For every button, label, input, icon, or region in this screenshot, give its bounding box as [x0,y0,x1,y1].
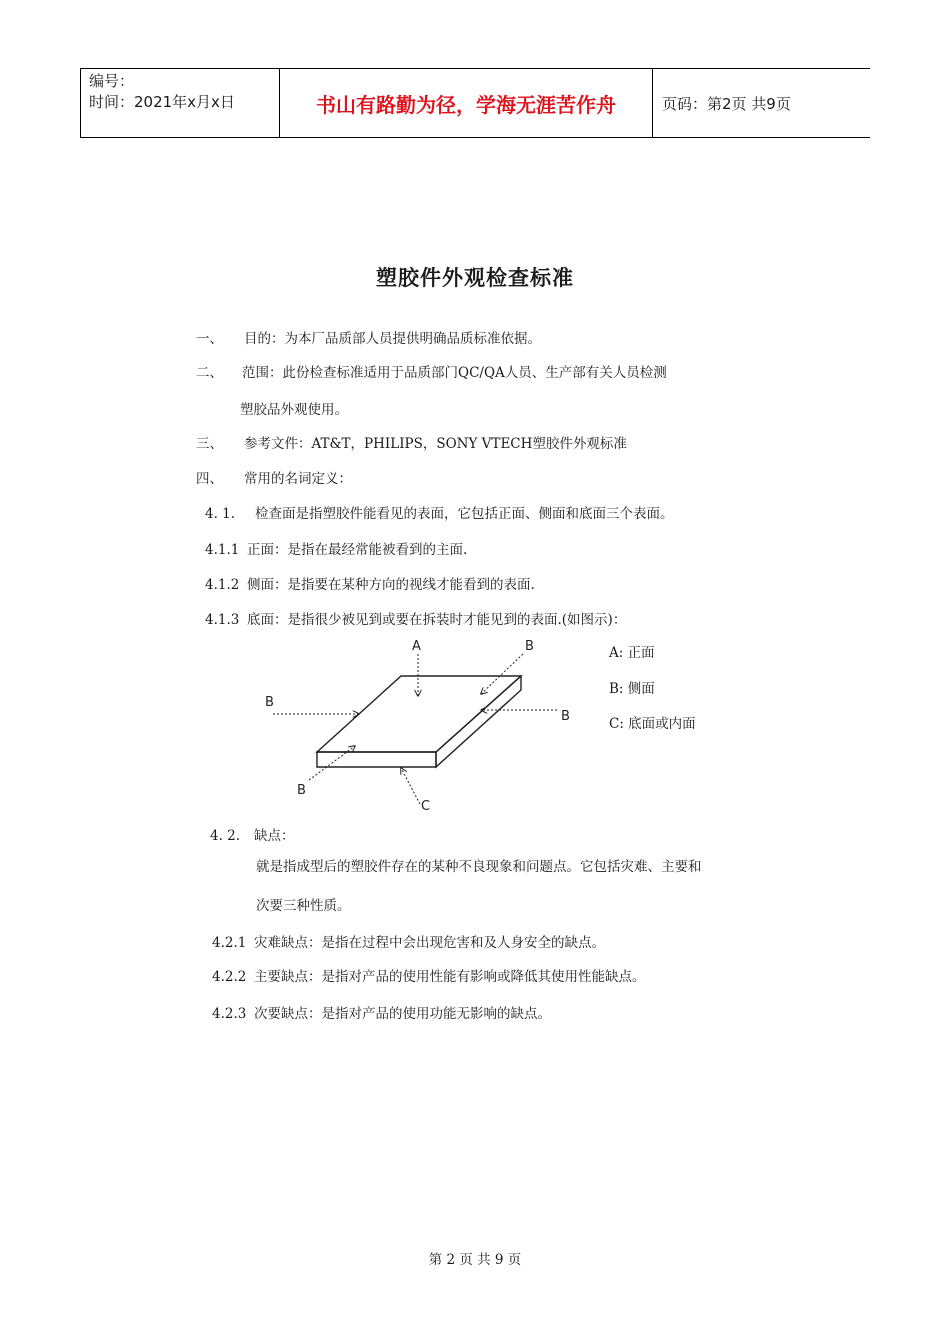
arrow-b-bottom [309,746,355,780]
section-text: 缺点： [254,828,295,844]
section-num: 一、 [196,331,223,347]
section-text: 灾难缺点：是指在过程中会出现危害和及人身安全的缺点。 [254,935,605,951]
section-text: 检查面是指塑胶件能看见的表面，它包括正面、侧面和底面三个表面。 [255,506,674,522]
section-4-1-3 [205,608,626,628]
page-footer: 第 2 页 共 9 页 [428,1252,522,1268]
section-text: 正面：是指在最经常能被看到的主面. [247,542,468,558]
header-table [80,68,870,138]
section-num: 4.1.3 [205,612,240,628]
section-4-1-1 [205,538,467,558]
slab-front-face [317,752,436,767]
section-num: 4.1.2 [205,577,240,593]
diagram-label-b-top: B [525,639,534,654]
section-num: 三、 [196,436,223,452]
legend-b: B: 侧面 [609,681,655,697]
diagram-label-b-bottom: B [297,783,306,798]
section-num: 4.2.3 [212,1006,247,1022]
section-num: 二、 [196,365,223,381]
section-text: 就是指成型后的塑胶件存在的某种不良现象和问题点。它包括灾难、主要和 [256,859,702,875]
inspection-surface-diagram [255,632,595,822]
section-text: 塑胶品外观使用。 [240,402,348,418]
header-page-label: 页码：第2页 共9页 [662,94,791,113]
defects-desc-1 [256,855,702,875]
section-text: 底面：是指很少被见到或要在拆装时才能见到的表面.(如图示)： [247,612,627,628]
section-num: 4.2.1 [212,935,247,951]
date-label: 时间：2021年x月x日 [89,93,235,111]
arrow-c [401,768,420,804]
defect-minor [212,1002,551,1022]
section-num: 四、 [196,471,223,487]
section-text: 参考文件：AT&T，PHILIPS，SONY VTECH塑胶件外观标准 [244,436,627,452]
section-4 [196,467,352,487]
section-text: 范围：此份检查标准适用于品质部门QC/QA人员、生产部有关人员检测 [242,365,667,381]
section-2 [196,361,667,381]
section-num: 4.1.1 [205,542,240,558]
arrow-b-top [481,654,523,694]
section-4-1-2 [205,573,535,593]
section-4-1 [205,502,674,522]
section-num: 4. 1. [205,506,236,522]
section-text: 次要三种性质。 [256,898,351,914]
defects-heading [210,824,295,844]
section-3 [196,432,627,452]
header-motto: 书山有路勤为径，学海无涯苦作舟 [280,69,653,137]
section-1 [196,327,541,347]
defects-desc-2 [256,894,351,914]
section-2-cont [240,398,348,418]
section-text: 次要缺点：是指对产品的使用功能无影响的缺点。 [254,1006,551,1022]
section-text: 主要缺点：是指对产品的使用性能有影响或降低其使用性能缺点。 [254,969,646,985]
defect-critical [212,931,605,951]
section-num: 4. 2. [210,828,241,844]
number-label: 编号： [89,72,135,90]
defect-major [212,965,646,985]
legend-c: C: 底面或内面 [609,716,696,732]
document-title: 塑胶件外观检查标准 [376,265,574,290]
diagram-label-b-right: B [561,709,570,724]
slab-side-face [436,676,521,767]
section-text: 常用的名词定义： [244,471,352,487]
legend-a: A: 正面 [609,645,655,661]
section-text: 侧面：是指要在某种方向的视线才能看到的表面. [247,577,535,593]
diagram-label-c: C [421,799,431,814]
slab-top-face [317,676,521,752]
section-num: 4.2.2 [212,969,247,985]
header-left-cell [80,69,280,137]
diagram-label-b-left: B [265,695,274,710]
diagram-label-a: A [412,639,421,654]
section-text: 目的：为本厂品质部人员提供明确品质标准依据。 [244,331,541,347]
